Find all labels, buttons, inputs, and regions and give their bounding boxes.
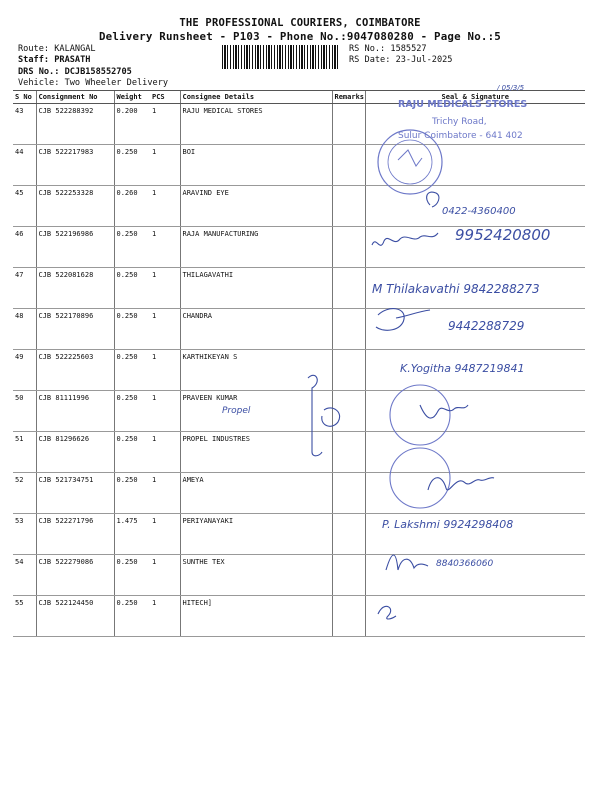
stamp-line-1: RAJU MEDICALS STORES	[398, 99, 528, 110]
cell-weight: 0.250	[114, 350, 150, 391]
cell-weight: 1.475	[114, 514, 150, 555]
stamp-top-text: / 05/3/5	[497, 84, 525, 92]
cell-weight: 0.200	[114, 104, 150, 145]
cell-pcs: 1	[150, 432, 180, 473]
vehicle-label: Vehicle: Two Wheeler Delivery	[18, 78, 169, 88]
cell-consignee: PERIYANAYAKI	[180, 514, 332, 555]
cell-consignee: RAJU MEDICAL STORES	[180, 104, 332, 145]
cell-sno: 53	[13, 514, 36, 555]
cell-consignment-no: CJB 522081628	[36, 268, 114, 309]
rs-date: RS Date: 23-Jul-2025	[349, 55, 453, 65]
cell-consignment-no: CJB 522170896	[36, 309, 114, 350]
cell-weight: 0.250	[114, 227, 150, 268]
cell-consignment-no: CJB 522217983	[36, 145, 114, 186]
staff-label: Staff: PRASATH	[18, 55, 91, 65]
cell-consignment-no: CJB 521734751	[36, 473, 114, 514]
cell-sno: 49	[13, 350, 36, 391]
phone-46: 9952420800	[455, 226, 551, 244]
cell-consignment-no: CJB 522196986	[36, 227, 114, 268]
cell-consignment-no: CJB 81296626	[36, 432, 114, 473]
cell-sno: 54	[13, 555, 36, 596]
cell-consignee: ARAVIND EYE	[180, 186, 332, 227]
cell-weight: 0.250	[114, 596, 150, 637]
stamp-line-2: Trichy Road,	[432, 117, 487, 127]
cell-weight: 0.260	[114, 186, 150, 227]
cell-consignee: AMEYA	[180, 473, 332, 514]
col-weight: Weight	[114, 91, 150, 104]
cell-pcs: 1	[150, 227, 180, 268]
cell-sno: 48	[13, 309, 36, 350]
cell-weight: 0.250	[114, 391, 150, 432]
cell-weight: 0.250	[114, 309, 150, 350]
round-stamp-3	[390, 448, 450, 508]
cell-consignee: RAJA MANUFACTURING	[180, 227, 332, 268]
drs-number: DRS No.: DCJB158552705	[18, 67, 132, 77]
phone-54: 8840366060	[436, 559, 494, 569]
cell-pcs: 1	[150, 391, 180, 432]
cell-pcs: 1	[150, 186, 180, 227]
cell-pcs: 1	[150, 596, 180, 637]
runsheet-subtitle: Delivery Runsheet - P103 - Phone No.:9047080280 - Page No.:5	[98, 30, 502, 43]
col-signature: Seal & Signature	[365, 91, 585, 104]
cell-sno: 43	[13, 104, 36, 145]
cell-sno: 51	[13, 432, 36, 473]
cell-weight: 0.250	[114, 473, 150, 514]
col-pcs: PCS	[150, 91, 180, 104]
stamp-line-3: Sulur Coimbatore - 641 402	[398, 131, 523, 141]
signature-52	[428, 478, 494, 490]
round-stamp-2	[390, 385, 450, 445]
cell-consignment-no: CJB 522271796	[36, 514, 114, 555]
phone-48: 9442288729	[448, 319, 525, 333]
cell-pcs: 1	[150, 309, 180, 350]
cell-pcs: 1	[150, 145, 180, 186]
cell-consignment-no: CJB 522288392	[36, 104, 114, 145]
cell-pcs: 1	[150, 268, 180, 309]
cell-consignment-no: CJB 522279086	[36, 555, 114, 596]
cell-weight: 0.250	[114, 268, 150, 309]
col-sno: S No	[13, 91, 36, 104]
signature-47: M Thilakavathi 9842288273	[372, 282, 540, 296]
cell-sno: 45	[13, 186, 36, 227]
signature-45	[427, 192, 439, 207]
cell-pcs: 1	[150, 514, 180, 555]
cell-consignee: HITECH]	[180, 596, 332, 637]
cell-consignee: SUNTHE TEX	[180, 555, 332, 596]
bracket-mark-50	[308, 375, 340, 455]
cell-consignee: PROPEL INDUSTRES	[180, 432, 332, 473]
col-consignee: Consignee Details	[180, 91, 332, 104]
signature-51	[420, 405, 468, 418]
cell-consignee: CHANDRA	[180, 309, 332, 350]
cell-consignee: KARTHIKEYAN S	[180, 350, 332, 391]
cell-weight: 0.250	[114, 432, 150, 473]
cell-sno: 55	[13, 596, 36, 637]
cell-weight: 0.250	[114, 555, 150, 596]
col-consignment: Consignment No	[36, 91, 114, 104]
signature-53: P. Lakshmi 9924298408	[382, 518, 514, 531]
stamp-emblem	[398, 150, 422, 166]
route-label: Route: KALANGAL	[18, 44, 96, 54]
cell-pcs: 1	[150, 473, 180, 514]
cell-pcs: 1	[150, 104, 180, 145]
round-stamp-1-inner	[388, 140, 432, 184]
cell-consignee: BOI	[180, 145, 332, 186]
cell-consignee: THILAGAVATHI	[180, 268, 332, 309]
rs-number: RS No.: 1585527	[349, 44, 427, 54]
signature-48	[376, 309, 430, 331]
cell-sno: 47	[13, 268, 36, 309]
cell-consignment-no: CJB 522225603	[36, 350, 114, 391]
cell-consignment-no: CJB 522253328	[36, 186, 114, 227]
cell-pcs: 1	[150, 555, 180, 596]
cell-sno: 50	[13, 391, 36, 432]
signature-49: K.Yogitha 9487219841	[400, 362, 525, 375]
cell-consignee: PRAVEEN KUMAR	[180, 391, 332, 432]
signature-54	[386, 555, 428, 570]
signature-46	[372, 233, 438, 245]
cell-consignment-no: CJB 522124450	[36, 596, 114, 637]
cell-pcs: 1	[150, 350, 180, 391]
cell-sno: 46	[13, 227, 36, 268]
col-remarks: Remarks	[332, 91, 365, 104]
phone-45: 0422-4360400	[442, 206, 516, 217]
cell-sno: 52	[13, 473, 36, 514]
signature-55	[378, 606, 396, 619]
company-title: THE PROFESSIONAL COURIERS, COIMBATORE	[179, 17, 421, 29]
remark-50: Propel	[222, 406, 251, 416]
cell-weight: 0.250	[114, 145, 150, 186]
cell-sno: 44	[13, 145, 36, 186]
cell-consignment-no: CJB 81111996	[36, 391, 114, 432]
